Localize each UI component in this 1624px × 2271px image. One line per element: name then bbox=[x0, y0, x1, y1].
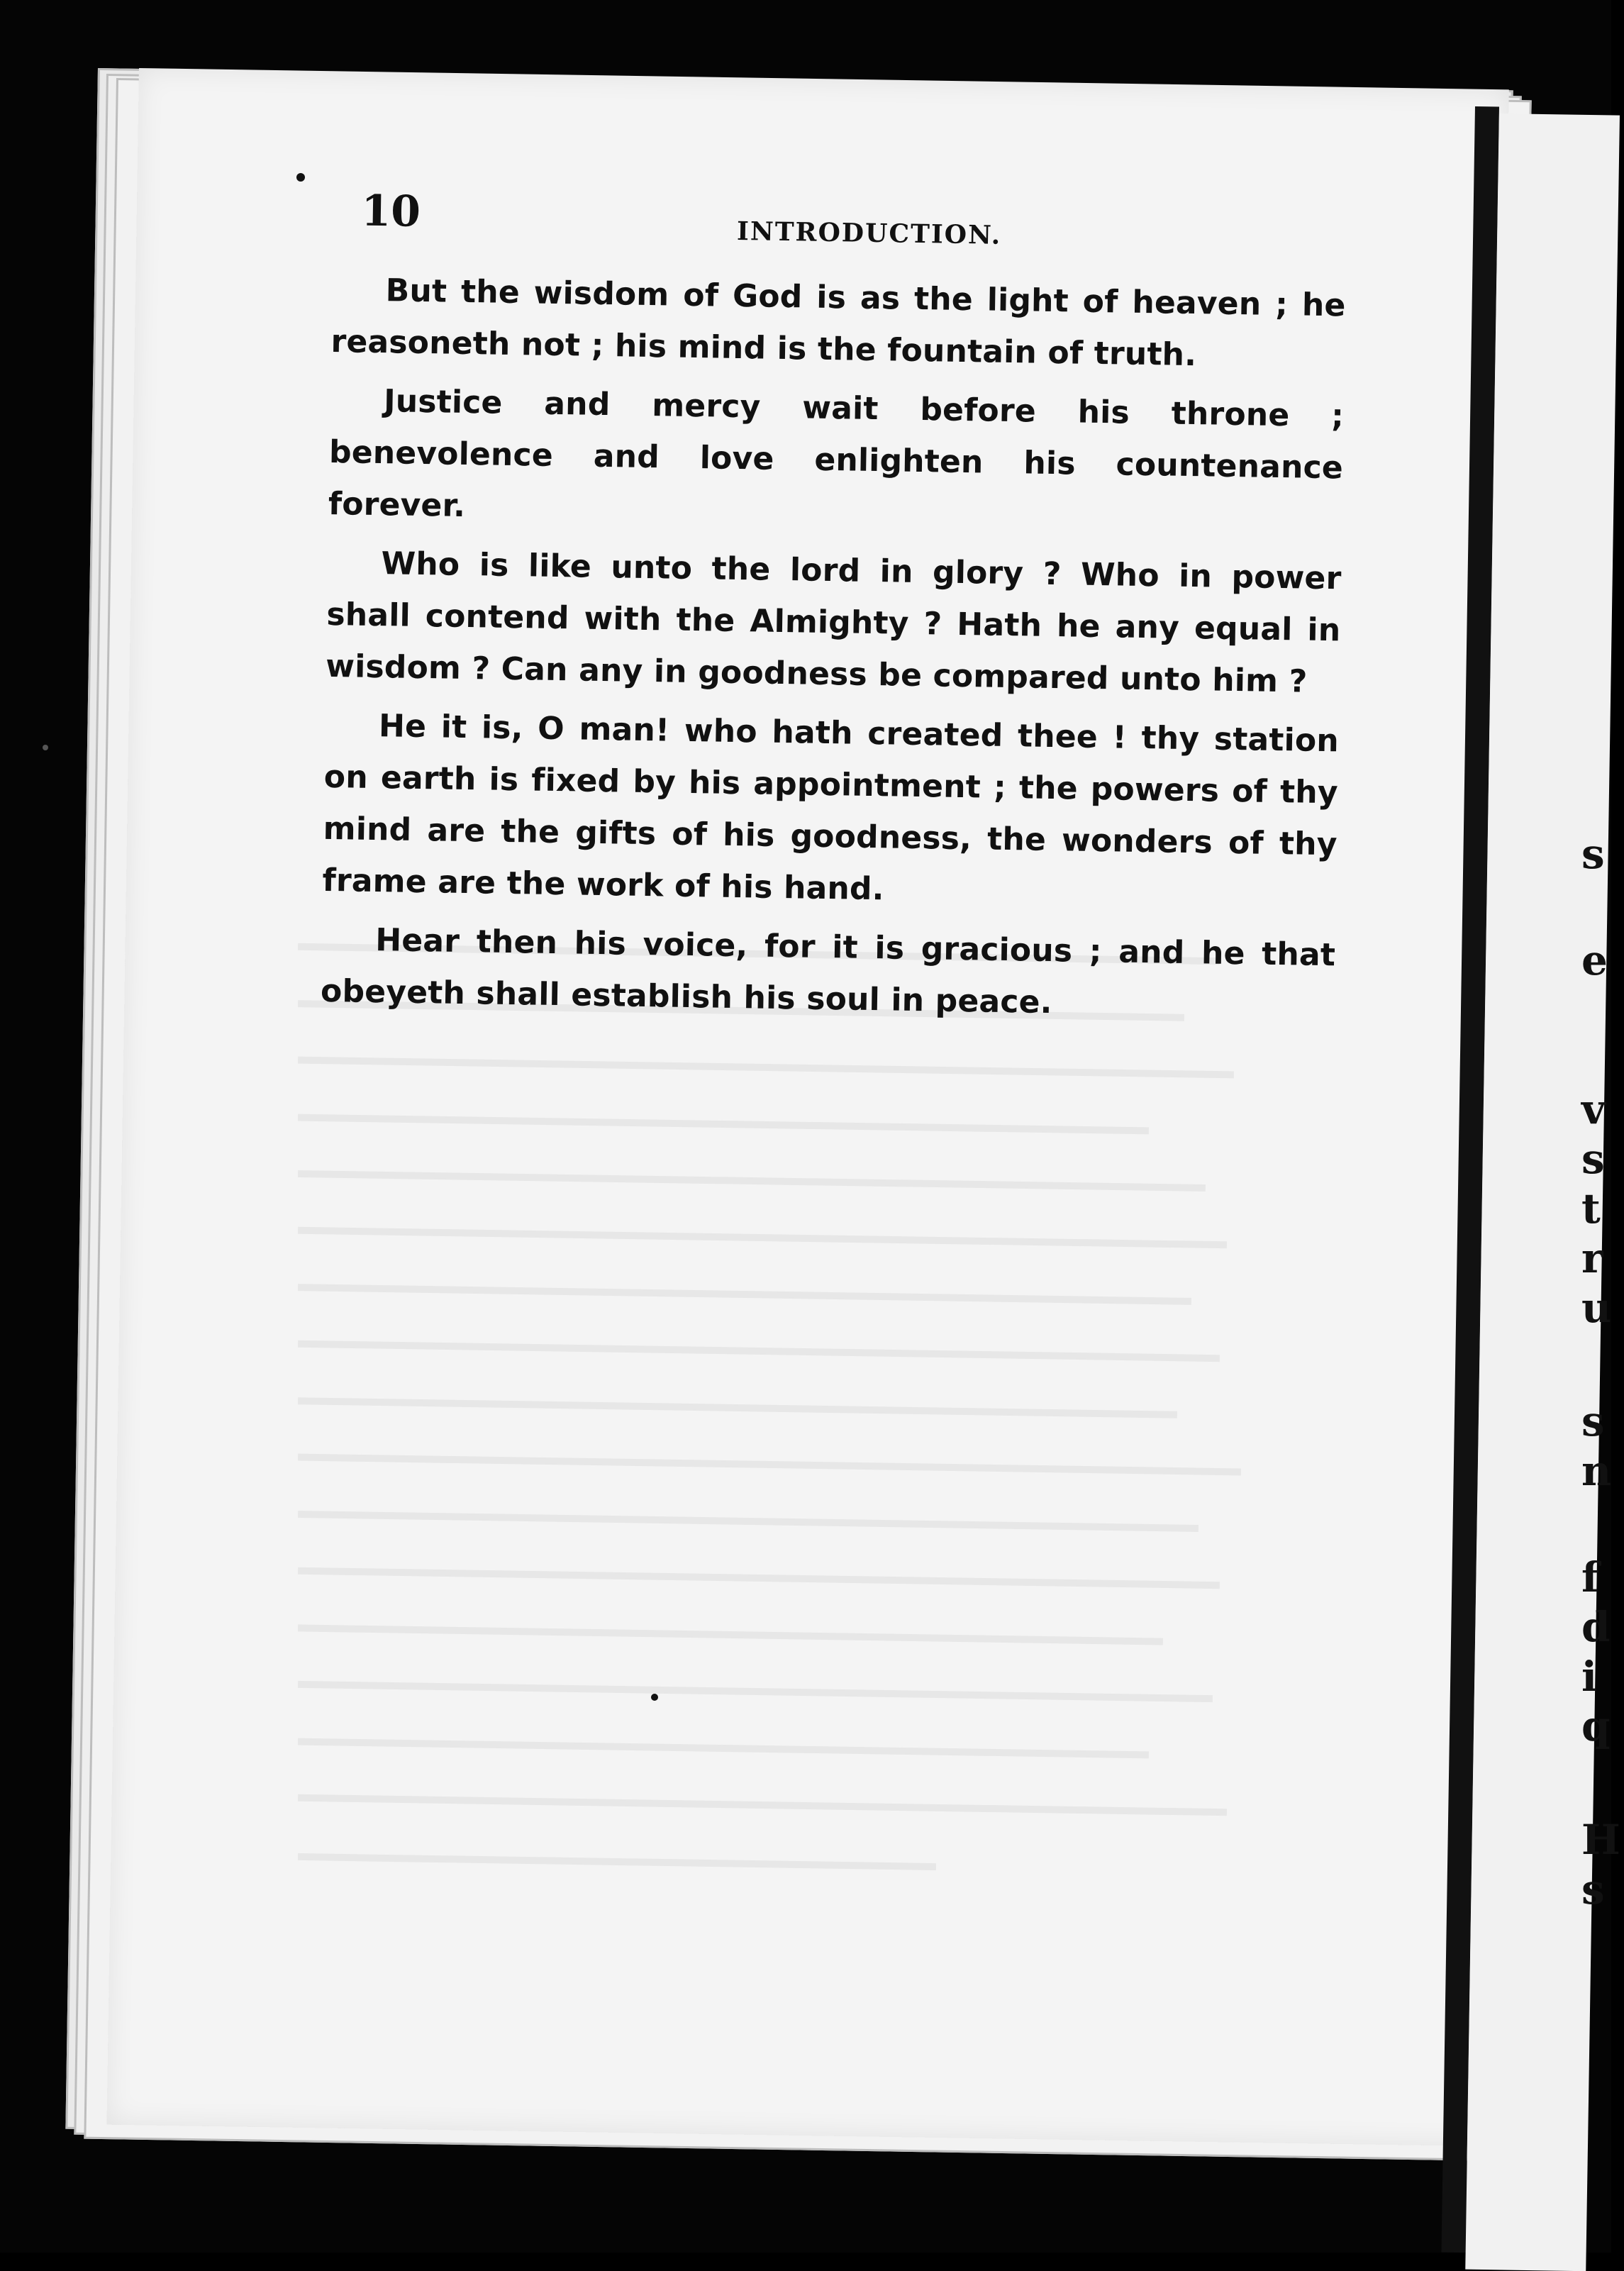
fragment: s bbox=[1581, 830, 1605, 878]
page-header bbox=[332, 186, 1347, 279]
fragment: n bbox=[1581, 1447, 1612, 1495]
running-head: INTRODUCTION. bbox=[736, 216, 1002, 250]
fragment: v bbox=[1581, 1085, 1606, 1133]
fragment: u bbox=[1581, 1284, 1612, 1332]
ink-speck bbox=[651, 1694, 658, 1701]
page-number: 10 bbox=[360, 186, 421, 237]
fragment: r bbox=[1581, 1234, 1603, 1282]
scan-speck bbox=[43, 745, 48, 750]
fragment: q bbox=[1581, 1702, 1611, 1750]
ink-speck bbox=[296, 173, 305, 182]
fragment: f bbox=[1581, 1553, 1599, 1601]
paragraph: Justice and mercy wait before his throne ; benevolence and love enlighten his countenance forever. bbox=[328, 383, 1345, 524]
fragment: s bbox=[1581, 1865, 1605, 1914]
paragraph: Hear then his voice, for it is gracious ; and he that obeyeth shall establish his soul in peace. bbox=[320, 922, 1336, 1021]
fragment: H bbox=[1581, 1816, 1620, 1864]
facing-page-text-fragments bbox=[1581, 0, 1624, 2253]
paragraph: He it is, O man! who hath created thee ! thy station on earth is fixed by his appointment ; the powers of thy mind are the gifts of his goodness, the wonders of thy frame are the work of his hand. bbox=[322, 708, 1340, 908]
fragment: t bbox=[1581, 1184, 1601, 1233]
fragment: s bbox=[1581, 1135, 1605, 1183]
fragment: s bbox=[1581, 1397, 1605, 1445]
fragment: d bbox=[1581, 1603, 1611, 1651]
fragment: e bbox=[1581, 936, 1608, 984]
fragment: i bbox=[1581, 1653, 1598, 1701]
paragraph: Who is like unto the lord in glory ? Who in power shall contend with the Almighty ? Hath he any equal in wisdom ? Can any in goodness be compared unto him ? bbox=[325, 545, 1342, 700]
page-text-block bbox=[320, 186, 1347, 1040]
paragraph: But the wisdom of God is as the light of heaven ; he reasoneth not ; his mind is the fountain of truth. bbox=[330, 272, 1346, 374]
